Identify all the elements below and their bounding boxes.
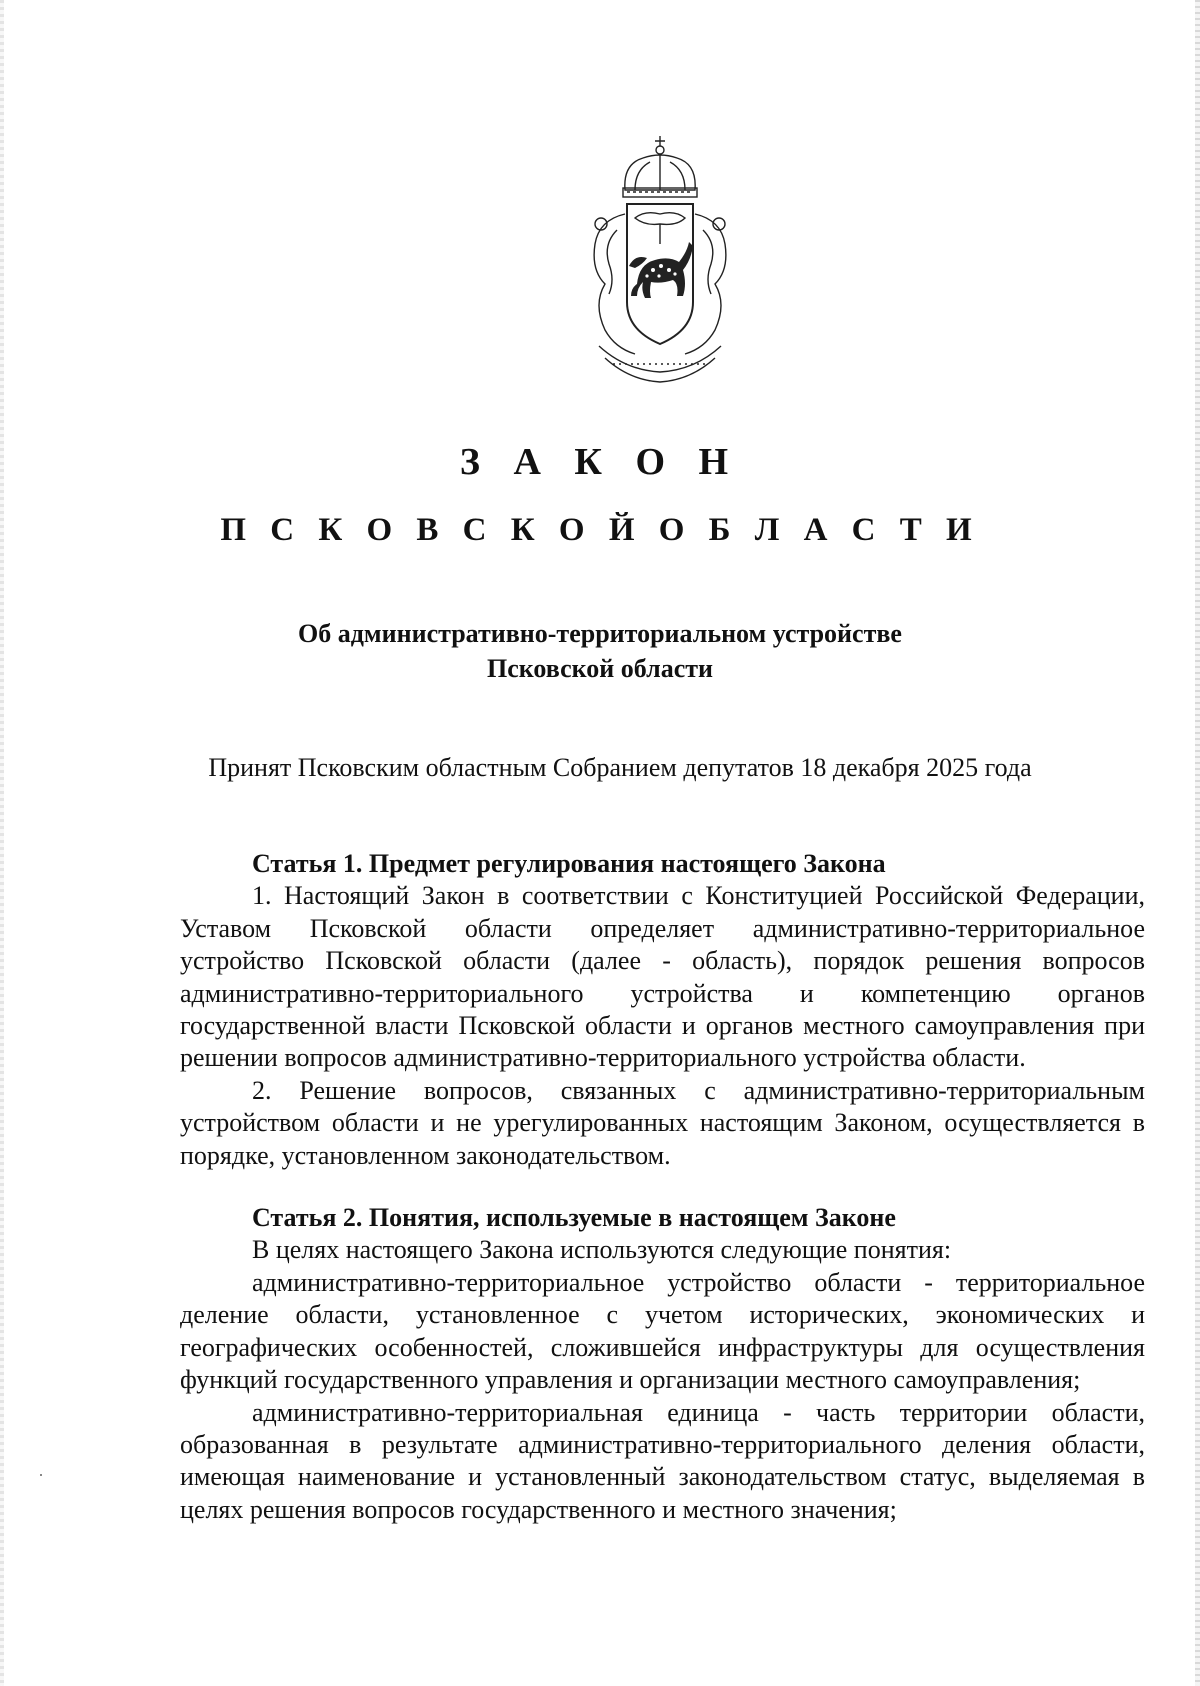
scan-speck: [40, 1474, 42, 1476]
article-1-paragraph-1: 1. Настоящий Закон в соответствии с Конституцией Российской Федерации, Уставом Псковской области определяет административно-территориальное устройство Псковской области (далее - область), порядок решения вопросов административно-территориального устройства и компетенцию органов государственной власти Псковской области и органов местного самоуправления при решении вопросов административно-территориального устройства области.: [180, 881, 1145, 1073]
law-heading: [0, 616, 1200, 686]
adoption-statement: Принят Псковским областным Собранием депутатов 18 декабря 2025 года: [208, 753, 1032, 782]
article-1-title: Статья 1. Предмет регулирования настоящего Закона: [252, 849, 886, 878]
document-title: З А К О Н: [459, 441, 741, 483]
scan-edge-left: [0, 0, 4, 1686]
document-body: [180, 848, 1145, 1526]
article-2-title: Статья 2. Понятия, используемые в настоящем Законе: [252, 1203, 896, 1233]
coat-of-arms-emblem: [565, 134, 755, 384]
scan-edge-right: [1195, 0, 1200, 1686]
law-heading-line-2: Псковской области: [486, 654, 713, 683]
article-2-paragraph-3: административно-территориальная единица - часть территории области, образованная в результате административно-территориального деления области, имеющая наименование и установленный законодательством статус, выделяемая в целях решения вопросов государственного и местного значения;: [180, 1397, 1145, 1524]
article-2-paragraph-1: В целях настоящего Закона используются следующие понятия:: [252, 1235, 952, 1265]
article-2-paragraph-2: административно-территориальное устройство области - территориальное деление области, установленное с учетом исторических, экономических и географических особенностей, сложившейся инфраструктуры для осуществления функций государственного управления и организации местного самоуправления;: [180, 1267, 1145, 1395]
document-subtitle: П С К О В С К О Й О Б Л А С Т И: [220, 512, 980, 548]
article-spacer: [180, 1172, 1145, 1202]
article-1-paragraph-2: 2. Решение вопросов, связанных с административно-территориальным устройством области и не урегулированных настоящим Законом, осуществляется в порядке, установленном законодательством.: [180, 1075, 1145, 1170]
law-heading-line-1: Об административно-территориальном устройстве: [298, 619, 902, 648]
